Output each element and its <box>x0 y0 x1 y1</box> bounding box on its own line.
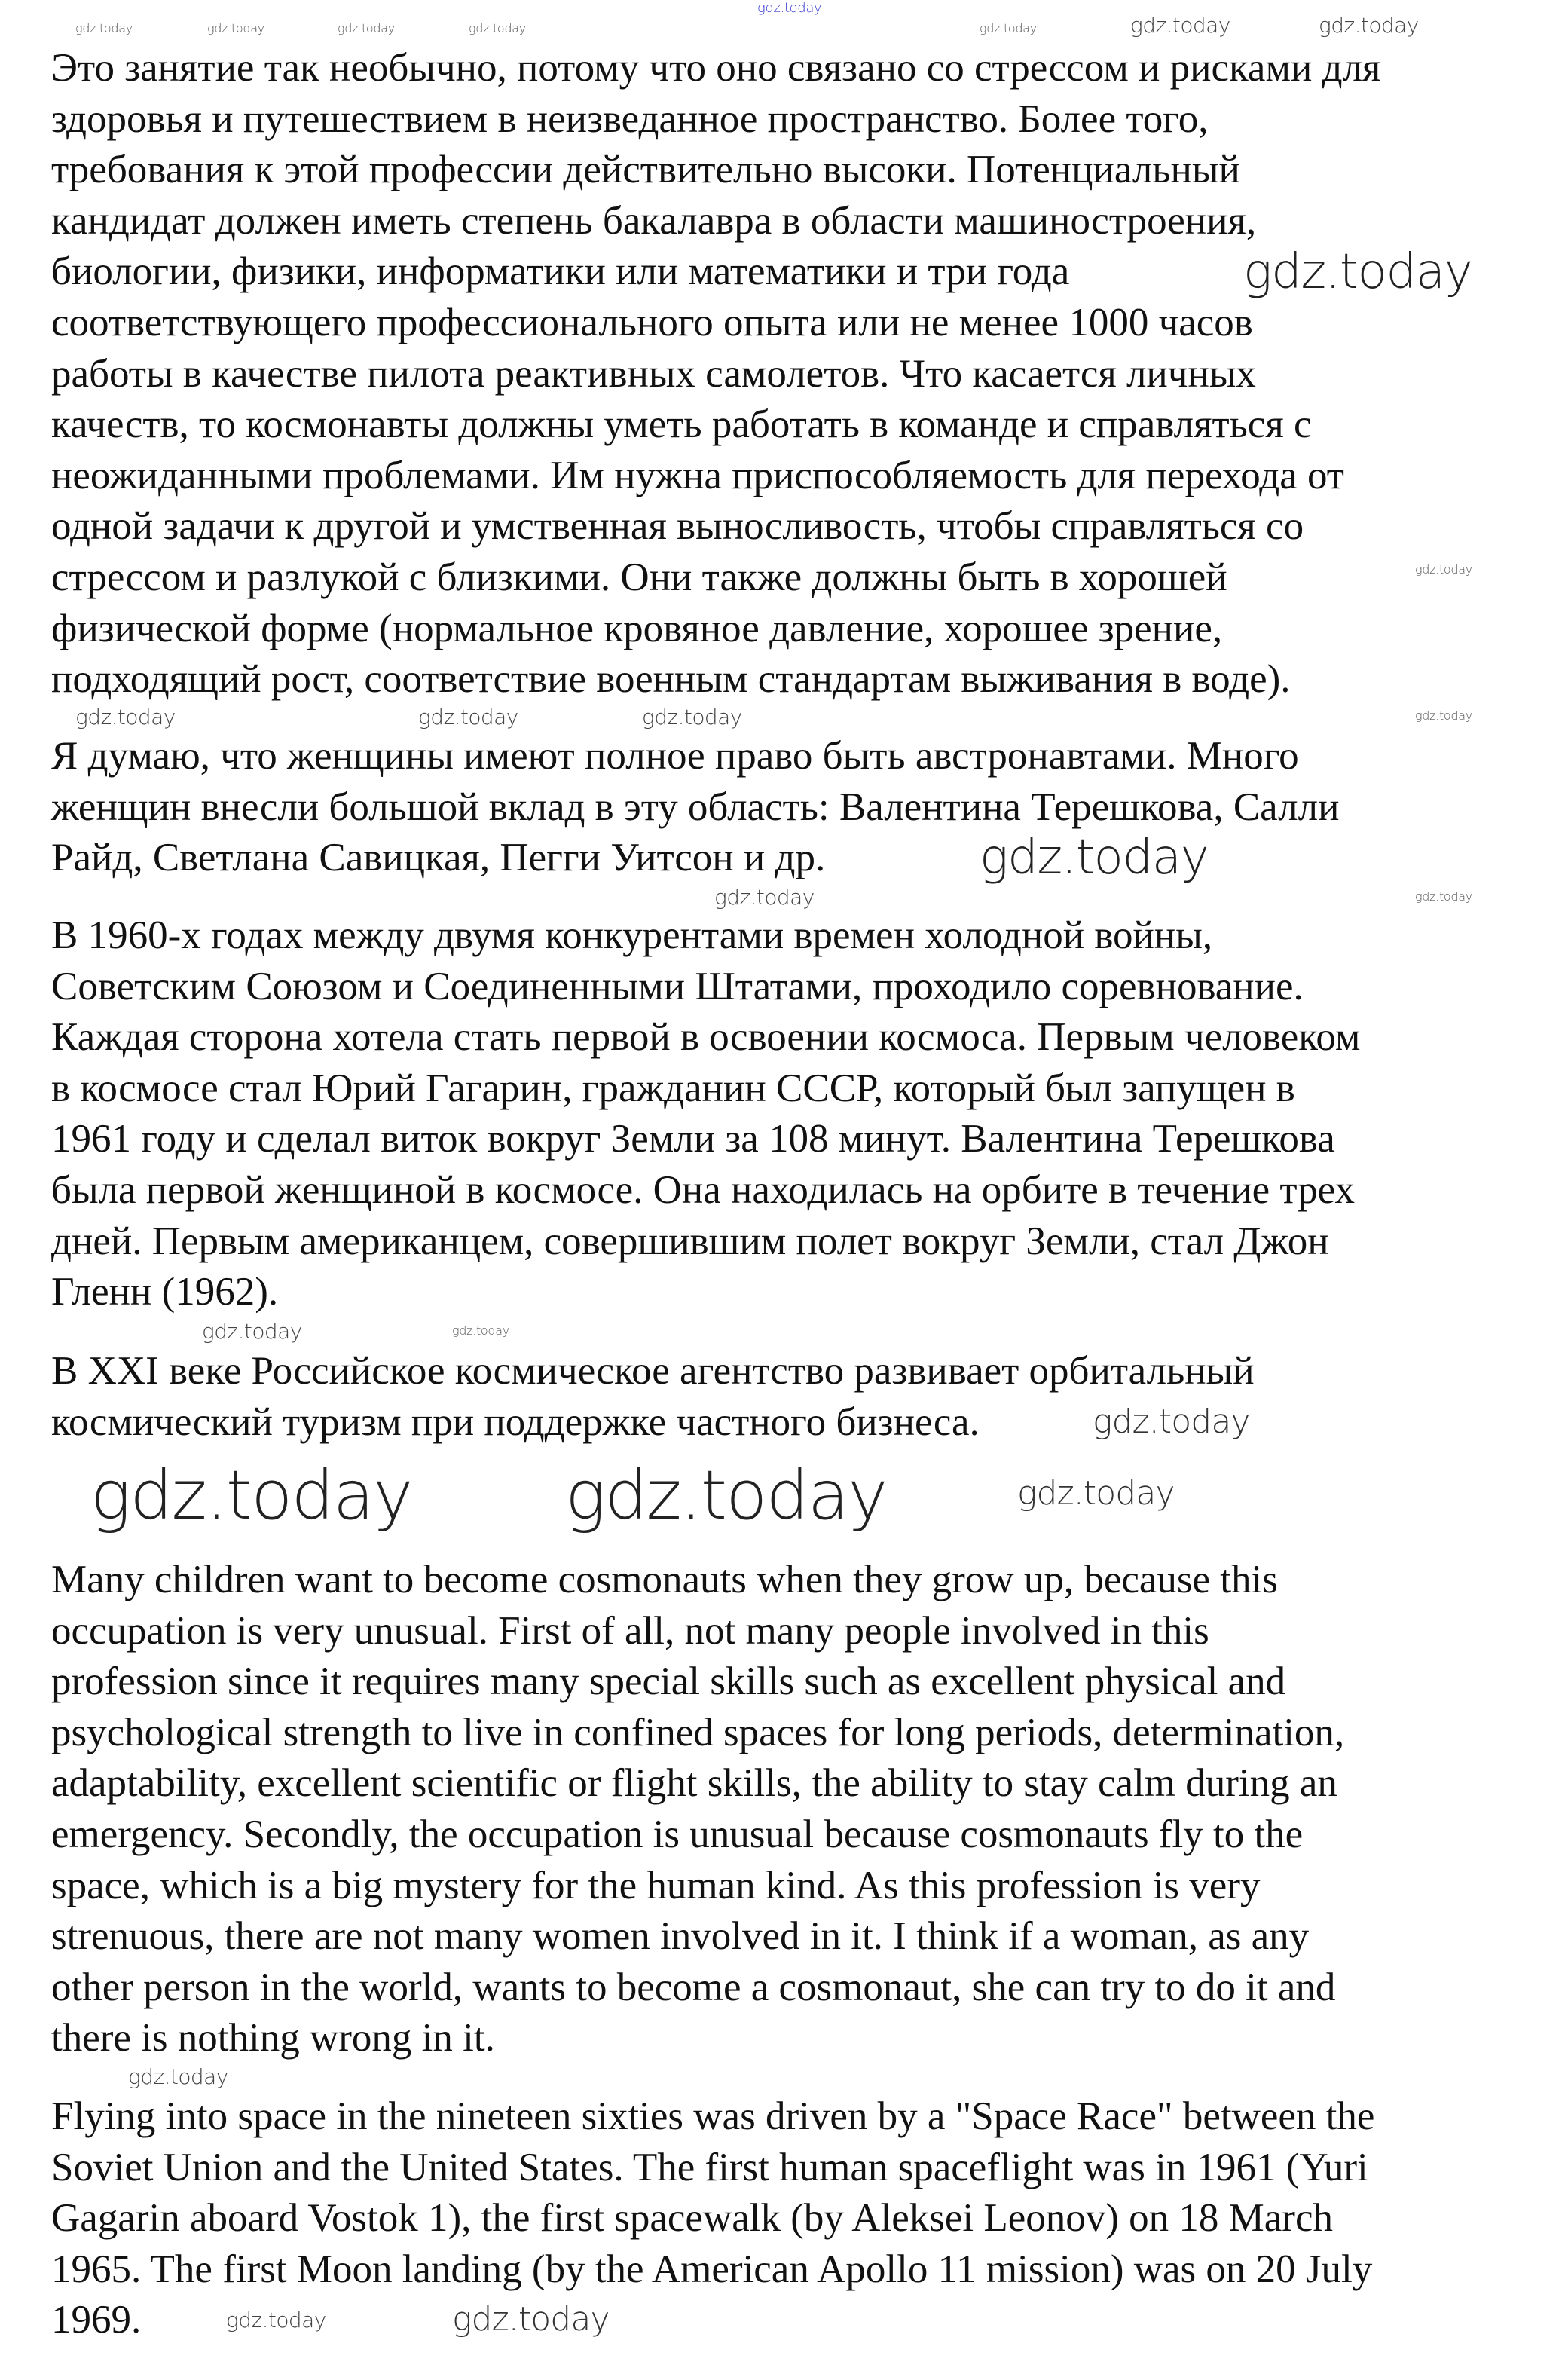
text-line: В 1960-х годах между двумя конкурентами времен холодной войны, <box>51 913 1213 957</box>
text-line: Я думаю, что женщины имеют полное право быть австронавтами. Много <box>51 734 1299 778</box>
watermark: gdz.today <box>207 21 264 35</box>
text-line: женщин внесли большой вклад в эту область: Валентина Терешкова, Салли <box>51 785 1340 829</box>
text-line: В XXI веке Российское космическое агентство развивает орбитальный <box>51 1349 1255 1393</box>
watermark: gdz.today <box>1017 1474 1175 1513</box>
text-line: соответствующего профессионального опыта или не менее 1000 часов <box>51 300 1253 344</box>
paragraph-ru-1 <box>51 43 1380 705</box>
text-line: other person in the world, wants to become a cosmonaut, she can try to do it and <box>51 1965 1336 2009</box>
text-line: Flying into space in the nineteen sixties was driven by a "Space Race" between the <box>51 2094 1375 2138</box>
text-line: strenuous, there are not many women involved in it. I think if a woman, as any <box>51 1914 1310 1959</box>
paragraph-ru-4 <box>51 1346 1255 1448</box>
paragraph-ru-3 <box>51 910 1360 1318</box>
text-line: occupation is very unusual. First of all, not many people involved in this <box>51 1608 1209 1653</box>
watermark: gdz.today <box>1130 13 1230 38</box>
watermark: gdz.today <box>452 1323 509 1338</box>
text-line: psychological strength to live in confined spaces for long periods, determination, <box>51 1710 1345 1754</box>
watermark: gdz.today <box>128 2064 228 2089</box>
text-line: космический туризм при поддержке частного бизнеса. <box>51 1400 980 1444</box>
text-line: emergency. Secondly, the occupation is unusual because cosmonauts fly to the <box>51 1812 1304 1856</box>
watermark: gdz.today <box>980 830 1209 886</box>
text-line: работы в качестве пилота реактивных самолетов. Что касается личных <box>51 351 1256 396</box>
watermark: gdz.today <box>469 21 526 35</box>
text-line: Советским Союзом и Соединенными Штатами, проходило соревнование. <box>51 964 1304 1008</box>
text-line: биологии, физики, информатики или математики и три года <box>51 249 1070 294</box>
watermark: gdz.today <box>714 885 815 910</box>
text-line: Каждая сторона хотела стать первой в освоении космоса. Первым человеком <box>51 1015 1361 1060</box>
text-line: Soviet Union and the United States. The first human spaceflight was in 1961 (Yuri <box>51 2145 1368 2189</box>
paragraph-en-1 <box>51 1555 1344 2064</box>
watermark: gdz.today <box>338 21 395 35</box>
watermark: gdz.today <box>1415 562 1472 577</box>
text-line: здоровья и путешествием в неизведанное пространство. Более того, <box>51 96 1209 141</box>
watermark: gdz.today <box>202 1319 302 1344</box>
text-line: Райд, Светлана Савицкая, Пегги Уитсон и др. <box>51 836 826 880</box>
text-line: требования к этой профессии действительно высоки. Потенциальный <box>51 148 1240 192</box>
text-line: одной задачи к другой и умственная выносливость, чтобы справляться со <box>51 504 1304 549</box>
text-line: Гленн (1962). <box>51 1270 279 1314</box>
text-line: подходящий рост, соответствие военным стандартам выживания в воде). <box>51 657 1291 702</box>
text-line: Это занятие так необычно, потому что оно связано со стрессом и рисками для <box>51 46 1381 90</box>
text-line: 1961 году и сделал виток вокруг Земли за 108 минут. Валентина Терешкова <box>51 1117 1335 1161</box>
watermark: gdz.today <box>757 0 822 16</box>
watermark: gdz.today <box>1319 13 1419 38</box>
watermark: gdz.today <box>1415 889 1472 904</box>
text-line: 1969. <box>51 2298 142 2342</box>
watermark: gdz.today <box>75 21 133 35</box>
text-line: качеств, то космонавты должны уметь работать в команде и справляться с <box>51 402 1312 447</box>
text-line: space, which is a big mystery for the human kind. As this profession is very <box>51 1863 1261 1907</box>
watermark: gdz.today <box>226 2308 326 2333</box>
watermark: gdz.today <box>565 1456 887 1535</box>
text-line: Many children want to become cosmonauts when they grow up, because this <box>51 1558 1278 1601</box>
watermark: gdz.today <box>642 705 742 730</box>
watermark: gdz.today <box>90 1456 412 1535</box>
text-line: Gagarin aboard Vostok 1), the first spacewalk (by Aleksei Leonov) on 18 March <box>51 2196 1333 2241</box>
text-line: adaptability, excellent scientific or flight skills, the ability to stay calm during an <box>51 1761 1337 1806</box>
text-line: стрессом и разлукой с близкими. Они также должны быть в хорошей <box>51 555 1227 599</box>
watermark: gdz.today <box>980 21 1037 35</box>
text-line: кандидат должен иметь степень бакалавра в области машиностроения, <box>51 198 1257 243</box>
watermark: gdz.today <box>418 705 518 730</box>
text-line: неожиданными проблемами. Им нужна приспособляемость для перехода от <box>51 453 1344 497</box>
text-line: дней. Первым американцем, совершившим полет вокруг Земли, стал Джон <box>51 1219 1329 1263</box>
watermark: gdz.today <box>1093 1403 1250 1441</box>
text-line: profession since it requires many special skills such as excellent physical and <box>51 1660 1286 1704</box>
watermark: gdz.today <box>452 2300 610 2339</box>
text-line: there is nothing wrong in it. <box>51 2016 495 2060</box>
text-line: в космосе стал Юрий Гагарин, гражданин СССР, который был запущен в <box>51 1066 1295 1110</box>
text-line: была первой женщиной в космосе. Она находилась на орбите в течение трех <box>51 1167 1356 1212</box>
watermark: gdz.today <box>1415 708 1472 723</box>
watermark: gdz.today <box>75 705 176 730</box>
watermark: gdz.today <box>1243 244 1472 300</box>
text-line: 1965. The first Moon landing (by the American Apollo 11 mission) was on 20 July <box>51 2247 1373 2291</box>
text-line: физической форме (нормальное кровяное давление, хорошее зрение, <box>51 606 1223 650</box>
